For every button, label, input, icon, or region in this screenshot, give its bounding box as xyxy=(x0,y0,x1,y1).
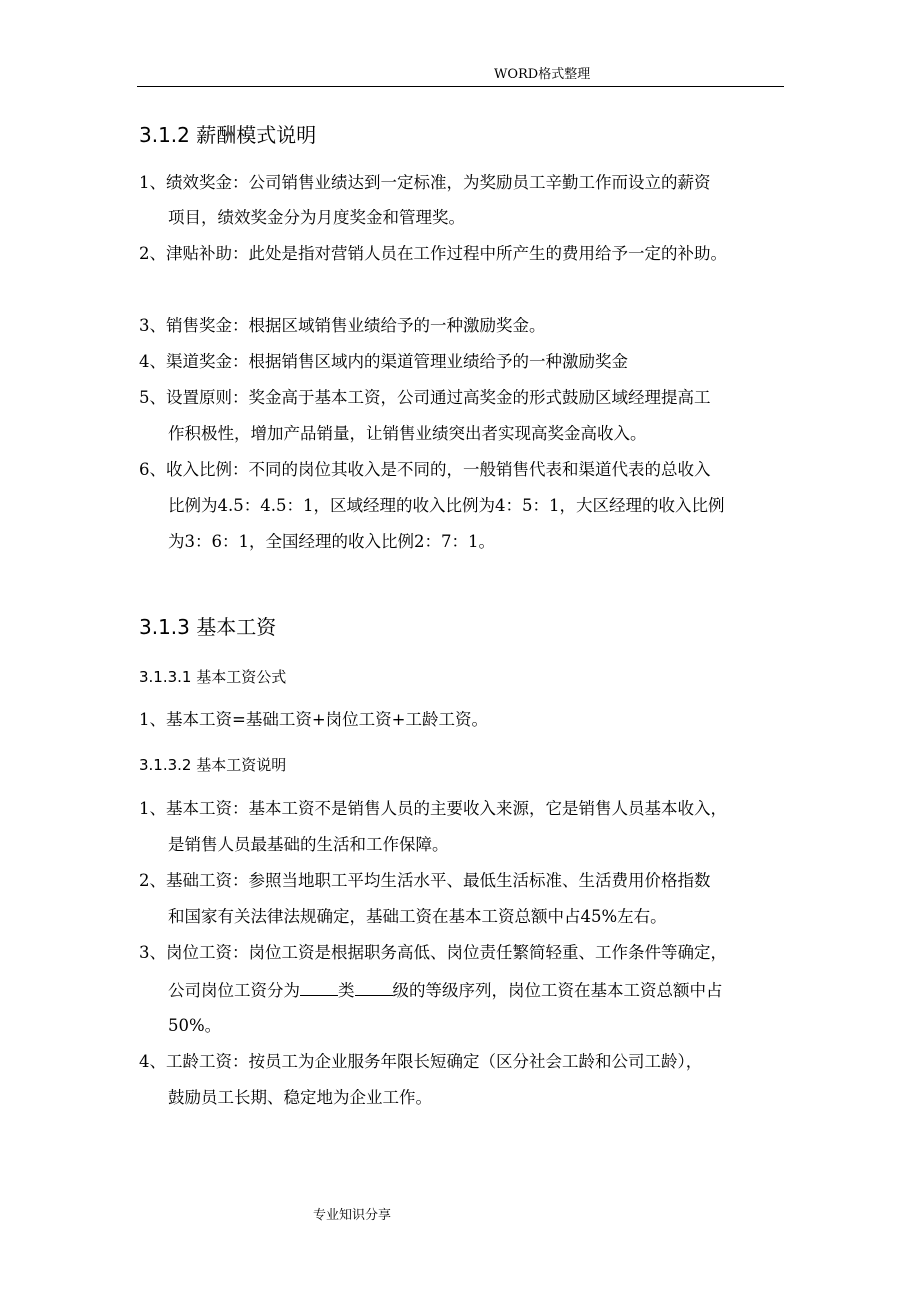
subsection-title-3-1-3-2: 3.1.3.2 基本工资说明 xyxy=(139,756,287,774)
section-title-3-1-3: 3.1.3 基本工资 xyxy=(139,615,277,639)
item-line: 和国家有关法律法规确定，基础工资在基本工资总额中占45%左右。 xyxy=(168,907,667,926)
item-line: 4、工龄工资：按员工为企业服务年限长短确定（区分社会工龄和公司工龄）， xyxy=(139,1052,703,1071)
item-line: 2、基础工资：参照当地职工平均生活水平、最低生活标准、生活费用价格指数 xyxy=(139,871,711,890)
fill-in-blank xyxy=(355,979,393,996)
item-line: 1、基本工资：基本工资不是销售人员的主要收入来源，它是销售人员基本收入， xyxy=(139,799,727,818)
item-line-with-blanks xyxy=(168,979,723,1002)
item-line: 5、设置原则：奖金高于基本工资，公司通过高奖金的形式鼓励区域经理提高工 xyxy=(139,388,711,407)
item-line: 鼓励员工长期、稳定地为企业工作。 xyxy=(168,1088,432,1107)
item-line: 项目，绩效奖金分为月度奖金和管理奖。 xyxy=(168,208,465,227)
item-line: 1、绩效奖金：公司销售业绩达到一定标准，为奖励员工辛勤工作而设立的薪资 xyxy=(139,173,711,192)
item-line: 作积极性，增加产品销量，让销售业绩突出者实现高奖金高收入。 xyxy=(168,424,647,443)
item-text: 类 xyxy=(338,981,355,1000)
fill-in-blank xyxy=(300,979,338,996)
item-line: 3、销售奖金：根据区域销售业绩给予的一种激励奖金。 xyxy=(139,316,546,335)
item-line: 比例为4.5：4.5：1，区域经理的收入比例为4：5：1，大区经理的收入比例 xyxy=(168,496,725,515)
header-rule xyxy=(137,86,784,87)
section-title-3-1-2: 3.1.2 薪酬模式说明 xyxy=(139,123,317,147)
item-line: 4、渠道奖金：根据销售区域内的渠道管理业绩给予的一种激励奖金 xyxy=(139,352,628,371)
item-line: 2、津贴补助：此处是指对营销人员在工作过程中所产生的费用给予一定的补助。 xyxy=(139,244,727,263)
item-text: 级的等级序列，岗位工资在基本工资总额中占 xyxy=(392,981,723,1000)
footer-text: 专业知识分享 xyxy=(313,1208,392,1223)
item-text: 公司岗位工资分为 xyxy=(168,981,300,1000)
formula-line: 1、基本工资=基础工资+岗位工资+工龄工资。 xyxy=(139,710,488,729)
item-line: 3、岗位工资：岗位工资是根据职务高低、岗位责任繁简轻重、工作条件等确定， xyxy=(139,943,727,962)
item-line: 50%。 xyxy=(168,1016,222,1035)
header-text: WORD格式整理 xyxy=(494,67,591,82)
item-line: 为3：6：1，全国经理的收入比例2：7：1。 xyxy=(168,532,495,551)
subsection-title-3-1-3-1: 3.1.3.1 基本工资公式 xyxy=(139,668,287,686)
item-line: 是销售人员最基础的生活和工作保障。 xyxy=(168,835,449,854)
item-line: 6、收入比例：不同的岗位其收入是不同的，一般销售代表和渠道代表的总收入 xyxy=(139,460,711,479)
